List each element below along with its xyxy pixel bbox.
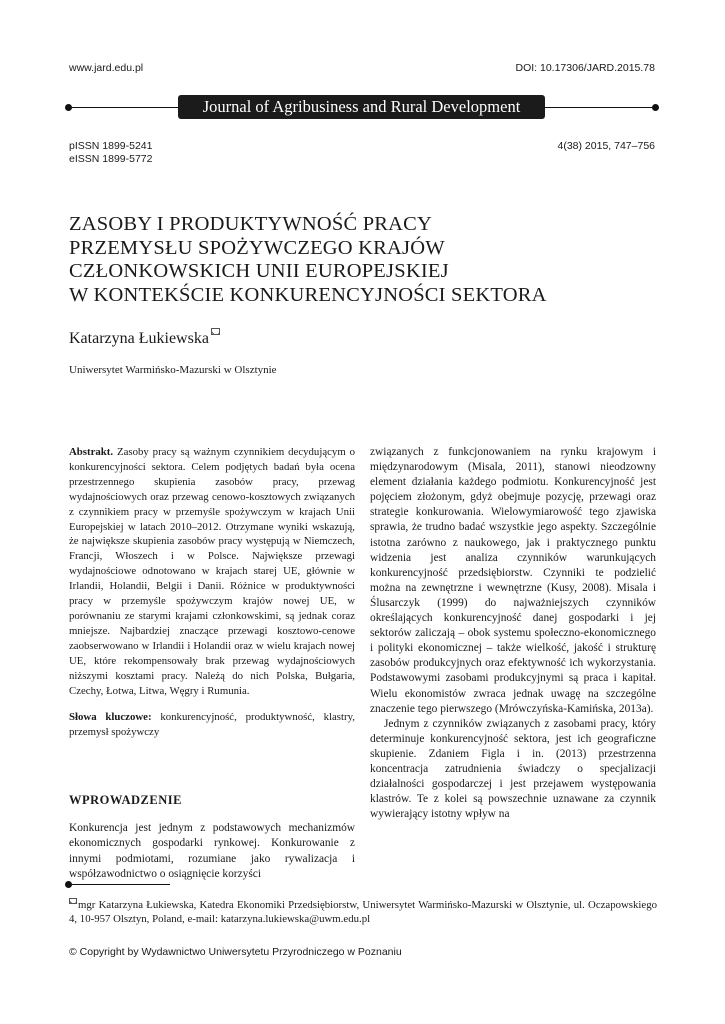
title-line: ZASOBY I PRODUKTYWNOŚĆ PRACY	[69, 213, 433, 235]
footnote	[69, 898, 657, 926]
keywords	[69, 710, 355, 740]
author-line	[69, 330, 220, 348]
envelope-icon[interactable]	[211, 328, 220, 335]
header-rule-dot-left	[65, 104, 72, 111]
body-paragraph: związanych z funkcjonowaniem na rynku krajowym i międzynarodowym (Misala, 2011), stanowi nieodzowny element działania każdego podmiotu. Konkurencyjność jest pojęciem złożonym, gdyż obejmuje pozycję, przewagi oraz strategie konkurowania. Wielowymiarowość tego zjawiska sprawia, że trudno badać wszystkie jego aspekty. Szczególnie istotna zarówno z naukowego, jak i praktycznego punktu widzenia jest analiza czynników warunkujących konkurencyjność przedsiębiorstw. Czynniki te podzielić można na zewnętrzne i wewnętrzne (Kusy, 2008). Misala i Ślusarczyk (1999) do najważniejszych czynników określających konkurencyjność danej gospodarki i jej sektorów zaliczają – obok systemu społeczno-ekonomicznego i polityki ekonomicznej – także wielkość, jakość i strukturę zasobów produkcyjnych oraz efektywność ich wykorzystania. Podstawowymi zasobami produkcyjnymi są praca i kapitał. Wielu ekonomistów zwraca jednak uwagę na szczególne znaczenie tego pierwszego (Mrówczyńska-Kamińska, 2013a).	[370, 446, 656, 715]
journal-title-banner: Journal of Agribusiness and Rural Development	[178, 95, 545, 119]
affiliation: Uniwersytet Warmińsko-Mazurski w Olsztynie	[69, 364, 277, 376]
section-heading-introduction: WPROWADZENIE	[69, 793, 182, 808]
copyright: © Copyright by Wydawnictwo Uniwersytetu Przyrodniczego w Poznaniu	[69, 946, 402, 958]
body-paragraph: Jednym z czynników związanych z zasobami pracy, który determinuje konkurencyjność sektora, jest ich geograficzne skupienie. Zdaniem Figla i in. (2013) przestrzenna koncentracja zatrudnienia świadczy o specjalizacji działalności gospodarczej i jest przejawem występowania klastrów. Te z kolei są powszechnie uznawane za czynnik wywierający istotny wpływ na	[370, 717, 656, 821]
abstract-text: Zasoby pracy są ważnym czynnikiem decydującym o konkurencyjności sektora. Celem podjętych badań była ocena przestrzennego skupienia zasobów pracy, przewag wydajnościowych oraz przewag cenowo-kosztowych związanych z czynnikiem pracy w przemyśle spożywczym w krajach Unii Europejskiej w latach 2010–2012. Otrzymane wyniki wskazują, że największe skupienia zasobów pracy występują w Niemczech, Francji, Włoszech i w Polsce. Największe przewagi wydajnościowe odnotowano w krajach starej UE, głównie w Irlandii, Holandii, Belgii i Danii. Różnice w produktywności pracy w przemyśle spożywczym krajów nowej UE, w porównaniu ze starymi krajami członkowskimi, są jednak coraz mniejsze. Najbardziej znaczące przewagi kosztowo-cenowe zaobserwowano w Irlandii i Holandii oraz w wielu krajach nowej UE, które rekompensowały brak przewag wydajnościowych niższymi kosztami pracy. Należą do nich Polska, Bułgaria, Czechy, Łotwa, Litwa, Węgry i Rumunia.	[69, 446, 356, 697]
footnote-rule	[69, 884, 170, 885]
left-column	[69, 445, 355, 882]
eissn: eISSN 1899-5772	[69, 153, 153, 165]
journal-url[interactable]: www.jard.edu.pl	[69, 62, 144, 74]
title-line: CZŁONKOWSKICH UNII EUROPEJSKIEJ	[69, 260, 449, 282]
abstract	[69, 445, 355, 698]
footnote-text: mgr Katarzyna Łukiewska, Katedra Ekonomiki Przedsiębiorstw, Uniwersytet Warmińsko-Mazurski w Olsztynie, ul. Oczapowskiego 4, 10-957 Olsztyn, Poland, e-mail: katarzyna.lukiewska@uwm.edu.pl	[69, 899, 657, 925]
author-name: Katarzyna Łukiewska	[69, 330, 209, 347]
doi[interactable]: DOI: 10.17306/JARD.2015.78	[515, 62, 655, 74]
header-rule-dot-right	[652, 104, 659, 111]
title-line: W KONTEKŚCIE KONKURENCYJNOŚCI SEKTORA	[69, 283, 547, 306]
issue-info: 4(38) 2015, 747–756	[557, 140, 655, 152]
keywords-label: Słowa kluczowe:	[69, 711, 152, 724]
pissn: pISSN 1899-5241	[69, 140, 153, 152]
intro-paragraph: Konkurencja jest jednym z podstawowych mechanizmów ekonomicznych gospodarki rynkowej. Konkurowanie z innymi podmiotami, rozumiane jako rywalizacja i współzawodnictwo o osiągnięcie korzyści	[69, 822, 355, 880]
envelope-icon	[69, 898, 77, 904]
title-line: PRZEMYSŁU SPOŻYWCZEGO KRAJÓW	[69, 236, 445, 259]
article-title	[69, 213, 669, 307]
keywords-text: konkurencyjność, produktywność, klastry, przemysł spożywczy	[69, 711, 356, 739]
right-column	[370, 445, 656, 822]
abstract-label: Abstrakt.	[69, 446, 114, 458]
